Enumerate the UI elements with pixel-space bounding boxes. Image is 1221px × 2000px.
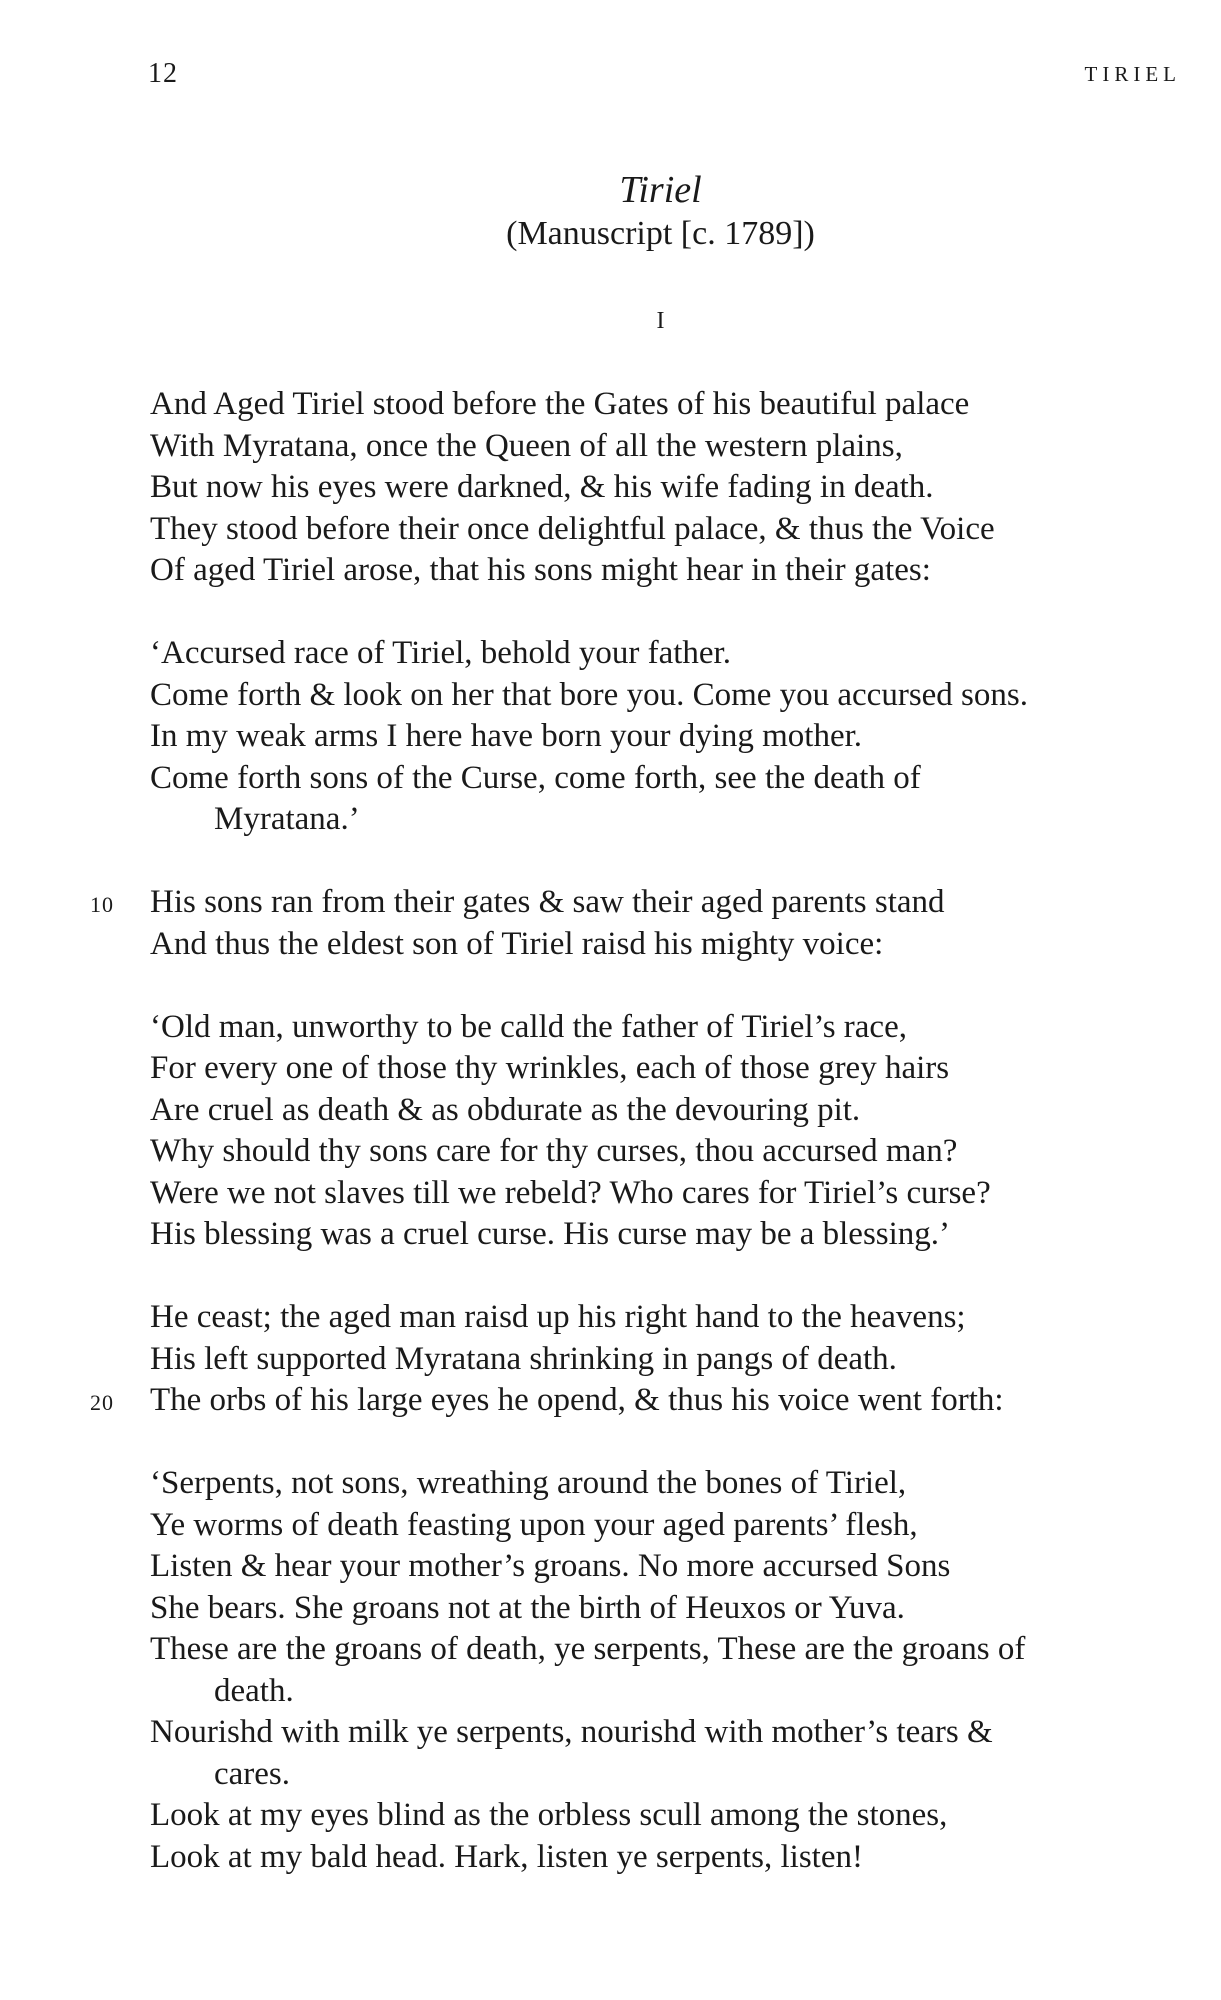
verse-line: Why should thy sons care for thy curses, thou accursed man?	[150, 1133, 958, 1169]
verse-text: His sons ran from their gates & saw their aged parents stand	[150, 884, 945, 920]
line-number: 10	[90, 892, 114, 917]
verse-line: His blessing was a cruel curse. His curse may be a blessing.’	[150, 1216, 951, 1252]
verse-text: The orbs of his large eyes he opend, & thus his voice went forth:	[150, 1382, 1004, 1418]
page-number: 12	[148, 58, 178, 89]
poem-subtitle: (Manuscript [c. 1789])	[506, 215, 815, 252]
verse-line: His left supported Myratana shrinking in pangs of death.	[150, 1340, 897, 1377]
verse-line: Listen & hear your mother’s groans. No more accursed Sons	[150, 1548, 951, 1584]
verse-line: They stood before their once delightful palace, & thus the Voice	[150, 510, 995, 547]
poem-body	[90, 384, 1200, 1878]
stanza-break	[150, 965, 1200, 1007]
poem-title: Tiriel	[619, 169, 702, 211]
verse-line: And thus the eldest son of Tiriel raisd his mighty voice:	[150, 925, 884, 962]
verse-line: Of aged Tiriel arose, that his sons might hear in their gates:	[150, 552, 931, 588]
stanza-break	[150, 841, 1200, 883]
stanza-break	[150, 1256, 1200, 1298]
verse-line: With Myratana, once the Queen of all the western plains,	[150, 427, 903, 464]
verse-line-continuation: Myratana.’	[214, 801, 360, 837]
verse-line	[90, 882, 1200, 924]
verse-line: In my weak arms I here have born your dying mother.	[150, 718, 863, 754]
verse-line: Look at my bald head. Hark, listen ye serpents, listen!	[150, 1838, 863, 1875]
verse-line: Ye worms of death feasting upon your aged parents’ flesh,	[150, 1506, 918, 1543]
running-head: TIRIEL	[1084, 62, 1181, 86]
verse-line: Come forth & look on her that bore you. Come you accursed sons.	[150, 676, 1028, 713]
verse-line: ‘Accursed race of Tiriel, behold your father.	[150, 635, 731, 671]
stanza-break	[150, 1422, 1200, 1464]
verse-line: Were we not slaves till we rebeld? Who cares for Tiriel’s curse?	[150, 1174, 991, 1211]
line-number: 20	[90, 1390, 114, 1415]
verse-line: These are the groans of death, ye serpents, These are the groans of	[150, 1631, 1026, 1667]
verse-line: But now his eyes were darkned, & his wife fading in death.	[150, 469, 934, 505]
verse-line-continuation: death.	[214, 1672, 294, 1709]
verse-line: Look at my eyes blind as the orbless scull among the stones,	[150, 1797, 948, 1833]
verse-line: ‘Serpents, not sons, wreathing around the bones of Tiriel,	[150, 1465, 907, 1501]
verse-line: For every one of those thy wrinkles, each of those grey hairs	[150, 1050, 950, 1086]
verse-line: He ceast; the aged man raisd up his right hand to the heavens;	[150, 1299, 966, 1335]
verse-line: Come forth sons of the Curse, come forth, see the death of	[150, 759, 921, 796]
verse-line-continuation: cares.	[214, 1755, 291, 1792]
verse-line: And Aged Tiriel stood before the Gates of his beautiful palace	[150, 386, 970, 422]
verse-line: Nourishd with milk ye serpents, nourishd with mother’s tears &	[150, 1714, 993, 1750]
verse-line: Are cruel as death & as obdurate as the devouring pit.	[150, 1091, 861, 1128]
verse-line: ‘Old man, unworthy to be calld the father of Tiriel’s race,	[150, 1008, 907, 1045]
verse-line: She bears. She groans not at the birth of Heuxos or Yuva.	[150, 1589, 905, 1626]
section-number: I	[656, 308, 665, 334]
verse-line	[90, 1380, 1200, 1422]
stanza-break	[150, 592, 1200, 634]
